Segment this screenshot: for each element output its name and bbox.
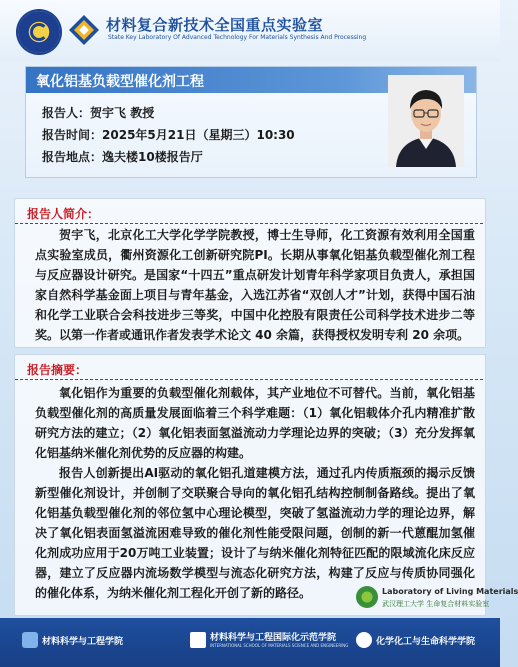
abstract-paragraph-2: 报告人创新提出AI驱动的氧化铝孔道建模方法，通过孔内传质瓶颈的揭示反馈新型催化剂设计，并创制了交联聚合导向的氧化铝孔结构控制制备路线。提出了氧化铝基负载型催化剂的邻位氢中心理论模型，突破了氢溢流动力学的理论边界，解决了氧化铝表面氢溢流困难导致的催化剂性能受限问题，创制的新一代蒽醌加氢催化剂成功应用于20万吨工业装置；设计了与纳米催化剂特征匹配的限域流化床反应器，建立了反应器内流场数学模型与流态化研究方法，构建了反应与传质协同强化的催化体系，为纳米催化剂工程化开创了新的路径。: [35, 466, 475, 600]
international-school-icon: [190, 632, 206, 648]
living-materials-logo: [356, 586, 378, 608]
bio-text: 贺宇飞，北京化工大学化学学院教授，博士生导师，化工资源有效利用全国重点实验室成员，衢州资源化工创新研究院PI。长期从事氧化铝基负载型催化剂工程与反应器设计研究。是国家“十四五”重点研发计划青年科学家项目负责人，承担国家自然科学基金面上项目与青年基金，入选江苏省“双创人才”计划，获得中国石油和化学工业联合会科技进步三等奖，中国中化控股有限责任公司科学技术进步二等奖。以第一作者或通讯作者发表学术论文 40 余篇，获得授权发明专利 20 余项。: [35, 228, 475, 342]
place-line: [42, 148, 203, 165]
speaker-photo: [388, 75, 464, 167]
header: [0, 0, 500, 62]
bio-heading: 报告人简介：: [27, 207, 100, 221]
abstract-paragraph-1: 氧化铝作为重要的负载型催化剂载体，其产业地位不可替代。当前，氧化铝基负载型催化剂的高质量发展面临着三个科学难题：（1）氧化铝载体介孔内精准扩散研究方法的建立；（2）氧化铝表面氢溢流动力学理论边界的突破；（3）充分发挥氧化铝基纳米催化剂优势的反应器的构建。: [35, 386, 475, 460]
footer-school-2-sub: INTERNATIONAL SCHOOL OF MATERIALS SCIENCE AND ENGINEERING: [210, 643, 349, 648]
footer-school-3: 化学化工与生命科学学院: [376, 637, 476, 647]
partner-lab-name-cn: 武汉理工大学 生命复合材料实验室: [382, 600, 490, 608]
bio-divider: [15, 223, 483, 224]
speaker-label: 报告人：: [42, 106, 91, 120]
time-line: [42, 126, 295, 143]
place-label: 报告地点：: [42, 150, 103, 164]
materials-school-icon: [22, 632, 38, 648]
bio-text-block: [35, 225, 475, 345]
speaker-name: 贺宇飞 教授: [90, 106, 155, 120]
lab-title: 材料复合新技术全国重点实验室: [106, 16, 324, 34]
footer-school-2: 材料科学与工程国际化示范学院: [210, 633, 337, 643]
lab-logo: [68, 14, 100, 46]
abstract-divider: [15, 379, 483, 380]
talk-title: 氧化铝基负载型催化剂工程: [36, 74, 204, 90]
speaker-line: [42, 104, 154, 121]
partner-lab-name-en: Laboratory of Living Materials: [382, 587, 518, 596]
chemistry-school-icon: [356, 632, 372, 648]
talk-place: 逸夫楼10楼报告厅: [102, 150, 203, 164]
talk-card: [25, 66, 477, 178]
lab-subtitle: State Key Laboratory Of Advanced Technology For Materials Synthesis And Processing: [108, 34, 367, 41]
time-label: 报告时间：: [42, 128, 103, 142]
abstract-heading: 报告摘要：: [27, 363, 88, 377]
university-logo: [18, 11, 60, 53]
footer: [0, 618, 500, 667]
talk-time: 2025年5月21日（星期三）10:30: [102, 128, 295, 142]
abstract-panel: [14, 354, 486, 616]
abstract-text-block: [35, 383, 475, 603]
footer-school-1: 材料科学与工程学院: [42, 637, 124, 647]
bio-panel: [14, 198, 486, 348]
